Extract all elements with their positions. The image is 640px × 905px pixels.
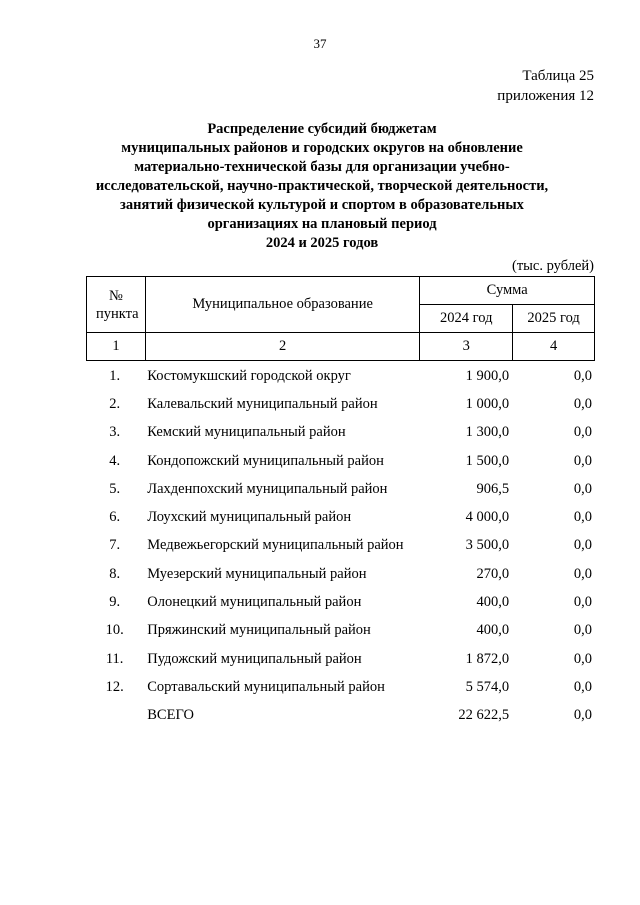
row-value-2024: 4 000,0 xyxy=(465,509,510,526)
table-row xyxy=(86,447,595,475)
row-value-2024: 400,0 xyxy=(476,622,510,639)
row-number: 7. xyxy=(109,537,121,554)
row-value-2025: 0,0 xyxy=(573,678,592,695)
table-row xyxy=(86,362,595,390)
row-value-2024: 400,0 xyxy=(476,594,510,611)
appendix-reference-line: приложения 12 xyxy=(497,88,594,104)
data-table xyxy=(86,362,595,730)
units-label: (тыс. рублей) xyxy=(512,258,594,274)
column-index-4: 4 xyxy=(513,333,595,361)
row-name: Муезерский муниципальный район xyxy=(147,565,367,582)
row-number: 2. xyxy=(109,395,121,412)
row-value-2024: 906,5 xyxy=(476,480,510,497)
row-value-2024: 270,0 xyxy=(476,565,510,582)
row-value-2025: 0,0 xyxy=(573,537,592,554)
row-value-2025: 0,0 xyxy=(573,650,592,667)
table-reference xyxy=(497,66,594,106)
title-line: материально-технической базы для организации учебно- xyxy=(134,159,510,175)
header-name: Муниципальное образование xyxy=(145,277,419,333)
header-num-label: № пункта xyxy=(95,287,139,322)
table-reference-line: Таблица 25 xyxy=(522,68,594,84)
row-name: Лахденпохский муниципальный район xyxy=(147,480,388,497)
column-index-3: 3 xyxy=(420,333,513,361)
row-number: 4. xyxy=(109,452,121,469)
row-number: 8. xyxy=(109,565,121,582)
row-value-2025: 0,0 xyxy=(573,367,592,384)
page-number: 37 xyxy=(313,36,327,51)
row-name: Кемский муниципальный район xyxy=(147,424,346,441)
total-2025: 0,0 xyxy=(573,707,592,724)
table-header xyxy=(86,276,595,361)
row-name: Кондопожский муниципальный район xyxy=(147,452,384,469)
row-value-2024: 1 500,0 xyxy=(465,452,510,469)
row-name: Олонецкий муниципальный район xyxy=(147,594,362,611)
header-num xyxy=(87,277,146,333)
total-row xyxy=(86,702,595,730)
title-line: Распределение субсидий бюджетам xyxy=(207,121,437,137)
row-name: Пряжинский муниципальный район xyxy=(147,622,371,639)
row-number: 9. xyxy=(109,594,121,611)
column-index-2: 2 xyxy=(145,333,419,361)
row-value-2024: 1 900,0 xyxy=(465,367,510,384)
row-name: Калевальский муниципальный район xyxy=(147,395,378,412)
total-2024: 22 622,5 xyxy=(458,707,510,724)
row-name: Сортавальский муниципальный район xyxy=(147,678,385,695)
row-value-2025: 0,0 xyxy=(573,424,592,441)
row-number: 5. xyxy=(109,480,121,497)
row-name: Медвежьегорский муниципальный район xyxy=(147,537,404,554)
row-number: 10. xyxy=(105,622,124,639)
header-2025: 2025 год xyxy=(513,305,595,333)
row-value-2025: 0,0 xyxy=(573,509,592,526)
title-line: исследовательской, научно-практической, творческой деятельности, xyxy=(95,178,549,194)
table-row xyxy=(86,673,595,701)
header-2024: 2024 год xyxy=(420,305,513,333)
row-value-2025: 0,0 xyxy=(573,480,592,497)
title-line: 2024 и 2025 годов xyxy=(265,235,379,251)
row-value-2025: 0,0 xyxy=(573,452,592,469)
row-name: Костомукшский городской округ xyxy=(147,367,351,384)
table-row xyxy=(86,588,595,616)
total-label: ВСЕГО xyxy=(147,707,194,724)
row-value-2025: 0,0 xyxy=(573,395,592,412)
row-number: 11. xyxy=(105,650,124,667)
row-value-2025: 0,0 xyxy=(573,622,592,639)
row-number: 6. xyxy=(109,509,121,526)
table-row xyxy=(86,645,595,673)
row-value-2025: 0,0 xyxy=(573,565,592,582)
title-line: занятий физической культурой и спортом в образовательных xyxy=(120,197,524,213)
table-row xyxy=(86,503,595,531)
table-row xyxy=(86,560,595,588)
document-title xyxy=(80,120,564,253)
row-value-2024: 3 500,0 xyxy=(465,537,510,554)
row-name: Лоухский муниципальный район xyxy=(147,509,352,526)
row-value-2024: 1 000,0 xyxy=(465,395,510,412)
title-line: организациях на плановый период xyxy=(207,216,437,232)
row-value-2024: 1 300,0 xyxy=(465,424,510,441)
row-number: 3. xyxy=(109,424,121,441)
row-number: 1. xyxy=(109,367,121,384)
table-row xyxy=(86,390,595,418)
table-row xyxy=(86,475,595,503)
header-sum: Сумма xyxy=(420,277,595,305)
column-index-1: 1 xyxy=(87,333,146,361)
table-row xyxy=(86,419,595,447)
row-number: 12. xyxy=(105,678,124,695)
table-row xyxy=(86,617,595,645)
table-row xyxy=(86,532,595,560)
row-name: Пудожский муниципальный район xyxy=(147,650,362,667)
row-value-2024: 1 872,0 xyxy=(465,650,510,667)
row-value-2025: 0,0 xyxy=(573,594,592,611)
row-value-2024: 5 574,0 xyxy=(465,678,510,695)
title-line: муниципальных районов и городских округов на обновление xyxy=(121,140,523,156)
